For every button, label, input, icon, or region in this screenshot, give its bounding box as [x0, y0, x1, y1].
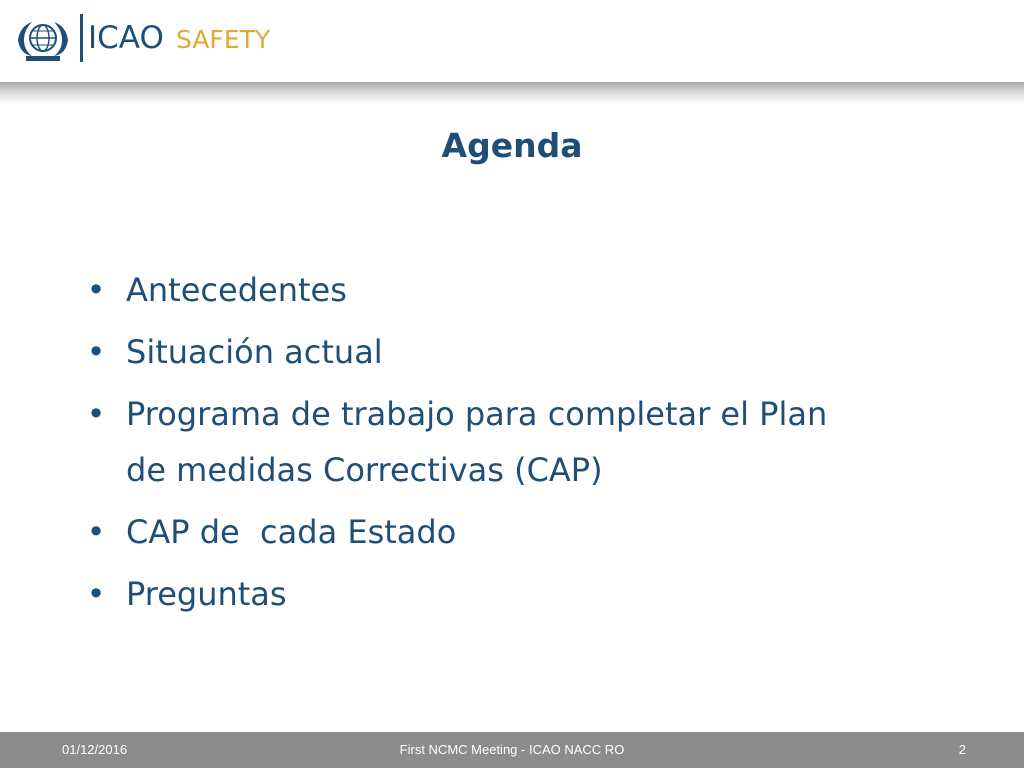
- bullet-icon: •: [86, 271, 106, 309]
- bullet-icon: •: [86, 333, 106, 371]
- icao-logo-text: ICAO: [88, 20, 164, 56]
- list-item: [78, 262, 978, 318]
- list-item-text: Antecedentes: [126, 271, 347, 309]
- slide-title: Agenda: [441, 126, 583, 165]
- safety-brand-text: SAFETY: [176, 25, 271, 54]
- list-item: [78, 504, 978, 560]
- footer-page-number: 2: [958, 742, 966, 757]
- icao-emblem-icon: [14, 14, 72, 64]
- slide-header: [0, 0, 1024, 82]
- footer-date: 01/12/2016: [62, 742, 128, 757]
- bullet-icon: •: [86, 575, 106, 613]
- list-item: [78, 324, 978, 380]
- footer-meeting-title: First NCMC Meeting - ICAO NACC RO: [399, 742, 625, 757]
- list-item: [78, 566, 978, 622]
- list-item-text: Preguntas: [126, 575, 287, 613]
- agenda-list: [78, 262, 978, 628]
- list-item: [78, 386, 978, 498]
- header-divider-shadow: [0, 82, 1024, 104]
- slide-footer: [0, 732, 1024, 768]
- logo-divider: [80, 14, 83, 62]
- list-item-text-line-1: Programa de trabajo para completar el Plan: [126, 395, 828, 433]
- bullet-icon: •: [86, 395, 106, 433]
- list-item-text: Situación actual: [126, 333, 383, 371]
- list-item-text-line-2: de medidas Correctivas (CAP): [126, 451, 603, 489]
- bullet-icon: •: [86, 513, 106, 551]
- list-item-text: CAP de cada Estado: [126, 513, 457, 551]
